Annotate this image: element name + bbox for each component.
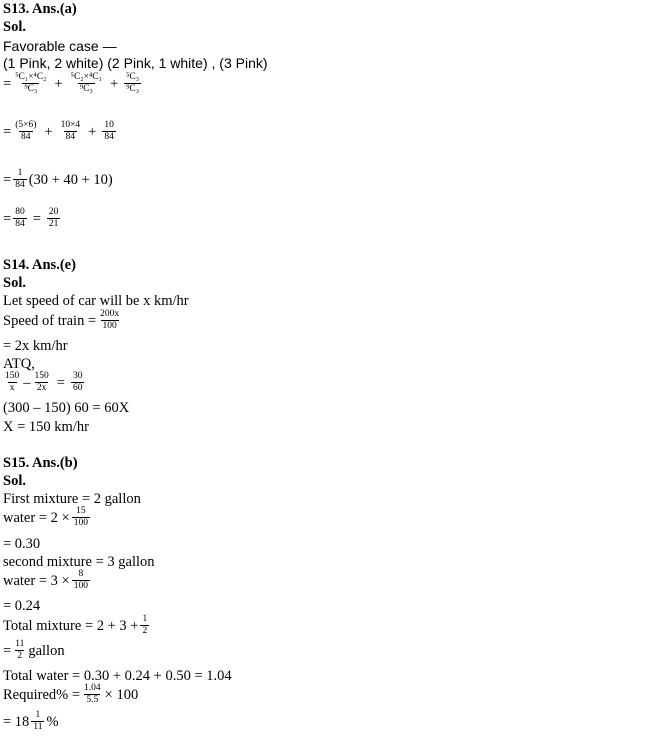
s15-line3: = 0.30 <box>3 536 41 552</box>
s14-line7: X = 150 km/hr <box>3 419 89 435</box>
fraction: $\frac{1}{11}$ <box>33 710 43 732</box>
s15-line8: = $\frac{11}{2}$ gallon <box>3 639 65 661</box>
s14-line4: ATQ, <box>3 356 35 372</box>
fraction: $\frac{80}{84}$ <box>15 207 25 229</box>
s13-eq4: = $\frac{80}{84}$ = $\frac{20}{21}$ <box>3 207 59 229</box>
fraction: $\frac{10}{84}$ <box>104 120 114 142</box>
fraction: $\frac{30}{60}$ <box>72 371 83 393</box>
s15-heading: S15. Ans.(b) <box>3 455 78 471</box>
s15-line6: = 0.24 <box>3 598 41 614</box>
fraction: $\frac{200x}{100}$ <box>100 309 120 331</box>
s13-line2: (1 Pink, 2 white) (2 Pink, 1 white) , (3 Pink) <box>3 55 268 71</box>
s13-heading: S13. Ans.(a) <box>3 1 77 17</box>
s15-line7: Total mixture = 2 + 3 + $\frac{1}{2}$ <box>3 614 148 636</box>
s13-sol: Sol. <box>3 19 26 35</box>
s13-eq2: = $\frac{(5\times 6)}{84}$ + $\frac{10\times 4}{84}$ + $\frac{10}{84}$ <box>3 120 114 142</box>
fraction: $\frac{150}{2x}$ <box>34 371 49 393</box>
s14-heading: S14. Ans.(e) <box>3 257 76 273</box>
s14-eq: $\frac{150}{x}$ – $\frac{150}{2x}$ = $\frac{30}{60}$ <box>5 371 83 393</box>
fraction: $\frac{1}{2}$ <box>142 614 148 636</box>
s15-line1: First mixture = 2 gallon <box>3 491 141 507</box>
s14-line2: Speed of train = $\frac{200x}{100}$ <box>3 309 120 331</box>
fraction: $\frac{\text{⁵C₁×⁴C₂}}{\text{⁹C₃}}$ <box>15 72 47 94</box>
fraction: $\frac{10\times 4}{84}$ <box>60 120 81 142</box>
fraction: $\frac{1.04}{5.5}$ <box>84 683 101 705</box>
s14-line3: = 2x km/hr <box>3 338 68 354</box>
s15-line5: water = 3 × $\frac{8}{100}$ <box>3 569 88 591</box>
s13-eq3: = $\frac{1}{84}$ (30 + 40 + 10) <box>3 168 113 190</box>
fraction: $\frac{8}{100}$ <box>73 569 88 591</box>
s15-line2: water = 2 × $\frac{15}{100}$ <box>3 506 88 528</box>
s13-line1: Favorable case — <box>3 38 117 54</box>
s15-line10: Required% = $\frac{1.04}{5.5}$ × 100 <box>3 683 139 705</box>
fraction: $\frac{\text{⁵C₃}}{\text{⁹C₃}}$ <box>126 72 140 94</box>
fraction: $\frac{20}{21}$ <box>48 207 59 229</box>
s15-line11: = 18 $\frac{1}{11}$ % <box>3 710 59 732</box>
s14-line6: (300 – 150) 60 = 60X <box>3 400 130 416</box>
s15-line4: second mixture = 3 gallon <box>3 554 155 570</box>
fraction: $\frac{\text{⁵C₂×⁴C₁}}{\text{⁹C₃}}$ <box>70 72 102 94</box>
fraction: $\frac{11}{2}$ <box>15 639 25 661</box>
fraction: $\frac{1}{84}$ <box>15 168 25 190</box>
s14-line1: Let speed of car will be x km/hr <box>3 293 189 309</box>
s15-line9: Total water = 0.30 + 0.24 + 0.50 = 1.04 <box>3 668 232 684</box>
s14-sol: Sol. <box>3 275 26 291</box>
s13-eq1: = $\frac{\text{⁵C₁×⁴C₂}}{\text{⁹C₃}}$ + $\frac{\text{⁵C₂×⁴C₁}}{\text{⁹C₃}}$ + $\frac{\text{⁵C₃}}{\text{⁹C₃}}$ <box>3 72 140 94</box>
fraction: $\frac{150}{x}$ <box>5 371 20 393</box>
fraction: $\frac{15}{100}$ <box>73 506 88 528</box>
fraction: $\frac{(5\times 6)}{84}$ <box>15 120 37 142</box>
s15-sol: Sol. <box>3 473 26 489</box>
